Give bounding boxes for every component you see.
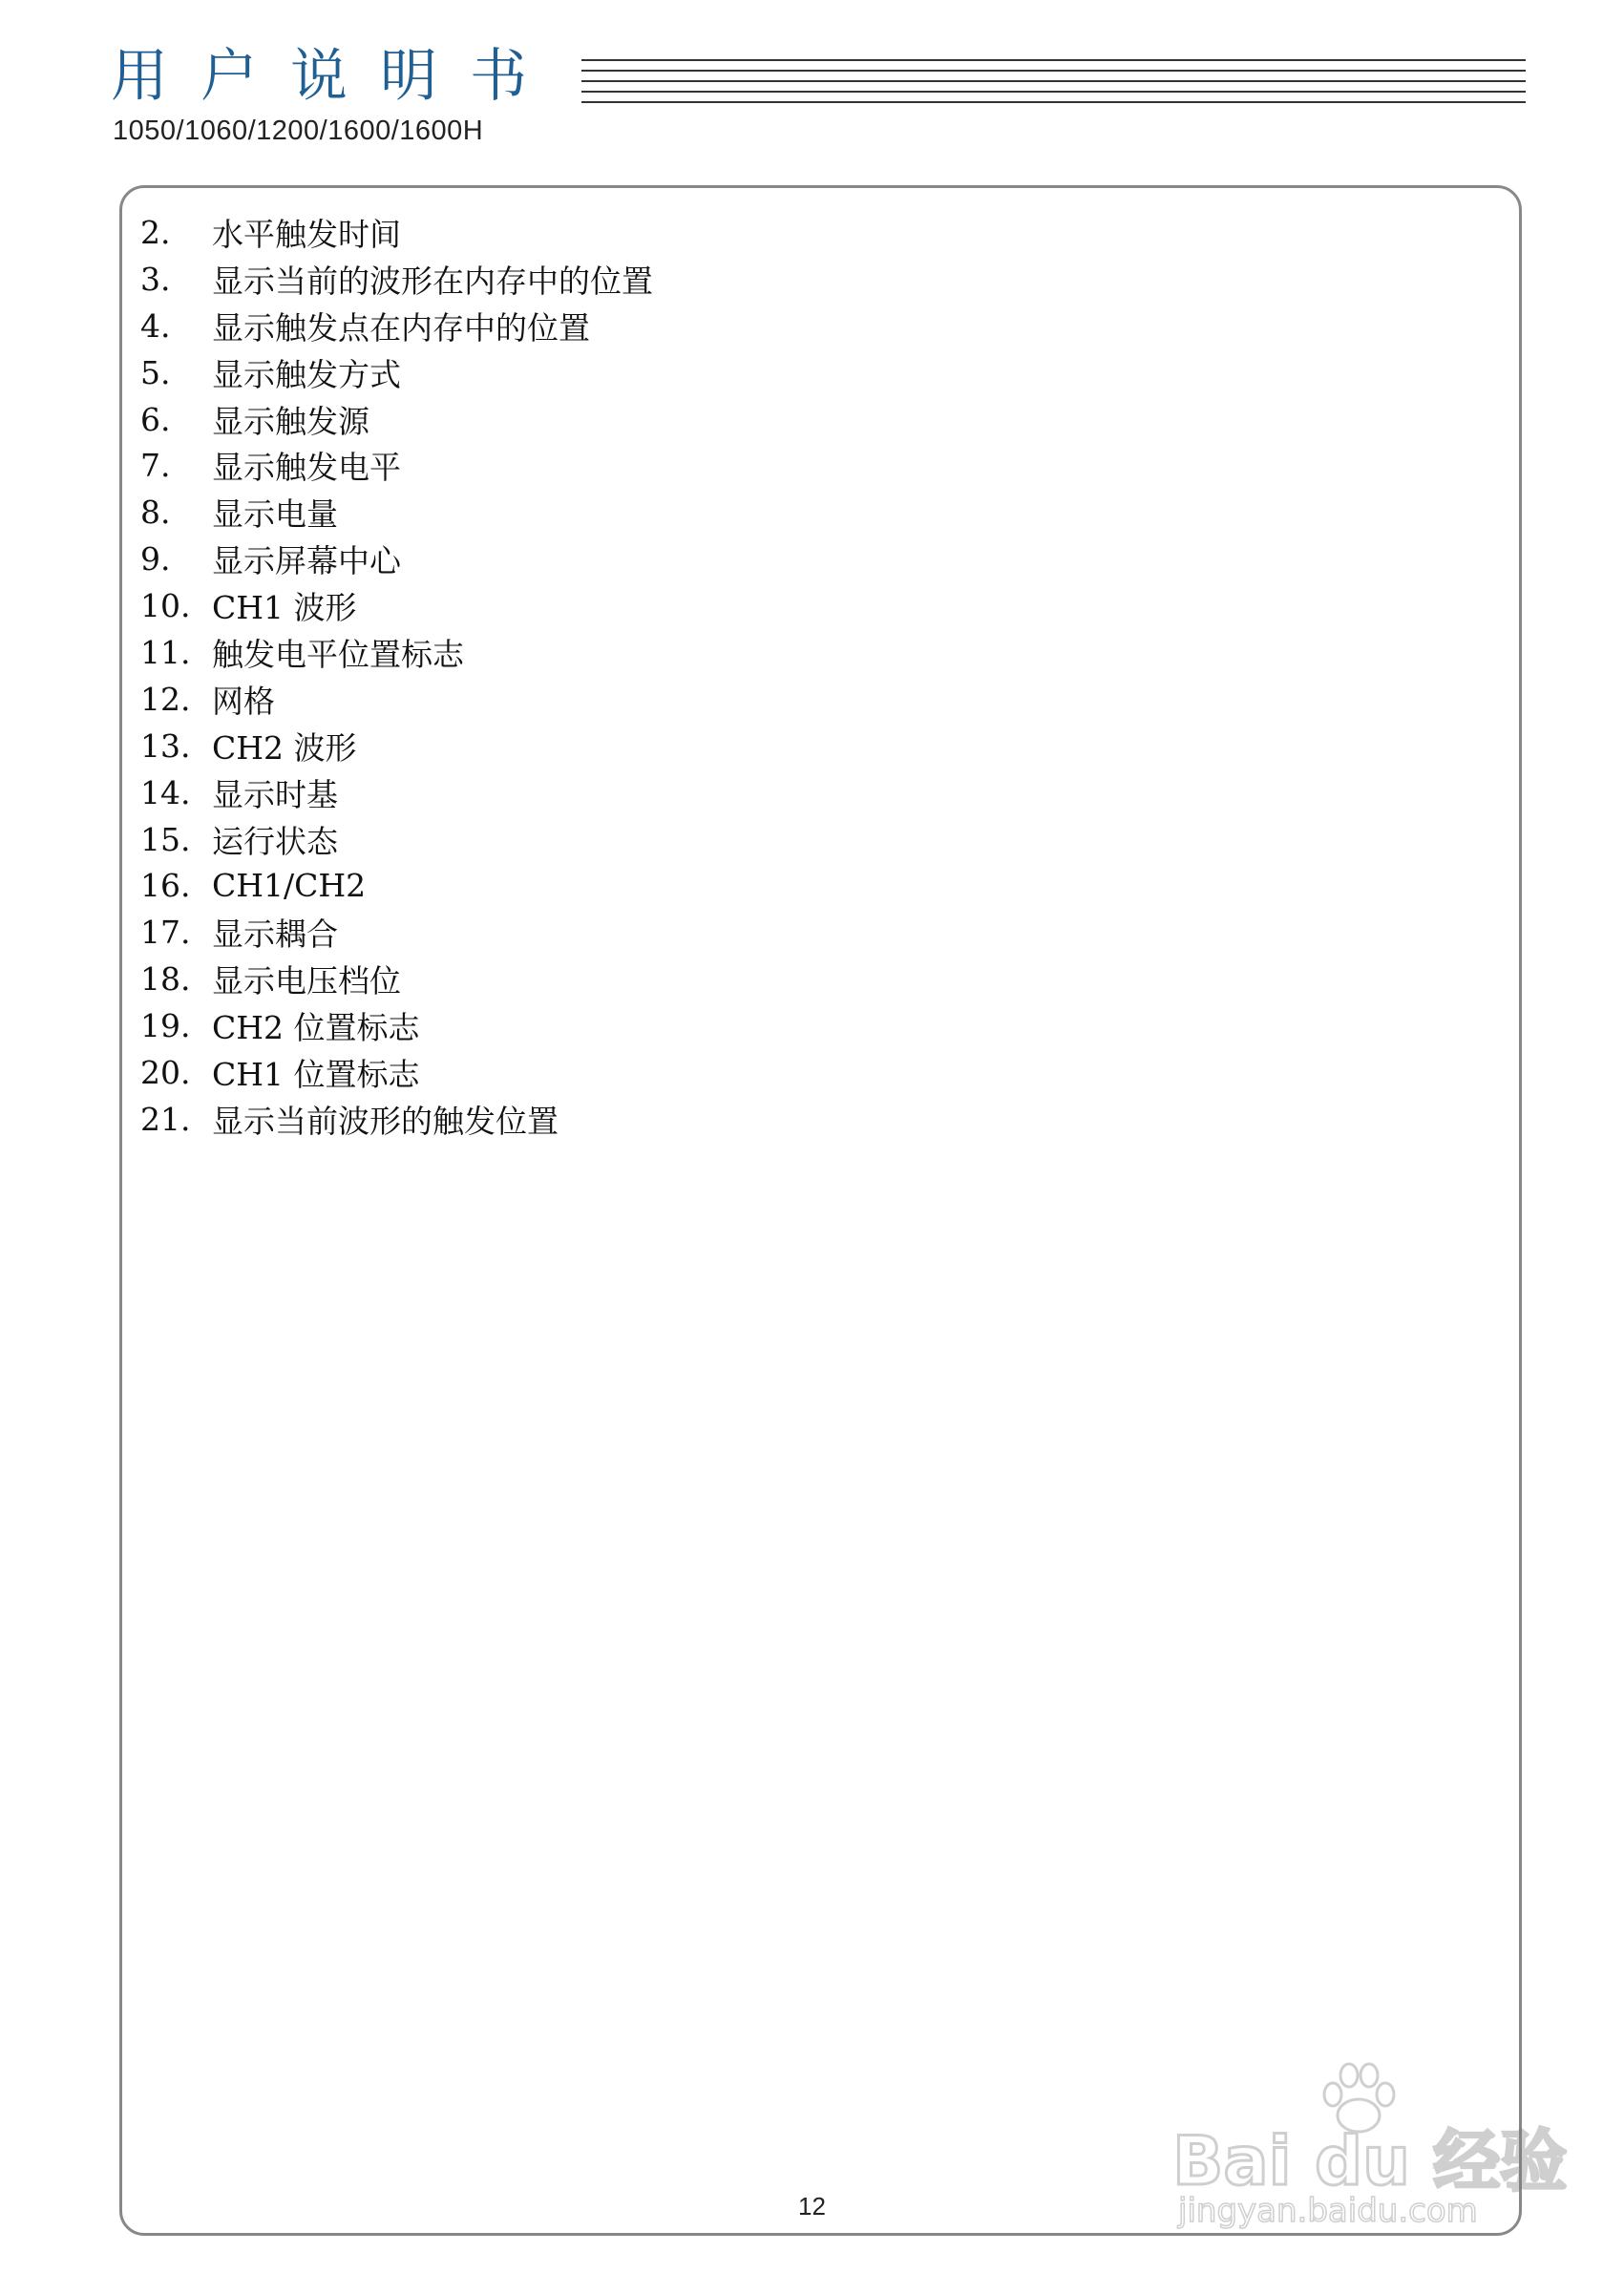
watermark-brand: Bai du 经验 (1172, 2122, 1568, 2200)
item-text: 显示电压档位 (212, 962, 401, 1000)
item-number: 8. (140, 494, 171, 532)
item-text: 显示当前波形的触发位置 (212, 1102, 559, 1140)
item-text: CH2 波形 (212, 728, 357, 767)
item-number: 10. (140, 587, 191, 625)
list-item (140, 489, 653, 536)
item-number: 14. (140, 773, 191, 811)
item-number: 16. (140, 867, 191, 905)
list-item (140, 769, 653, 816)
item-number: 2. (140, 213, 171, 251)
list-item (140, 629, 653, 676)
item-number: 11. (140, 633, 191, 671)
legend-list (140, 209, 653, 1143)
item-number: 20. (140, 1053, 191, 1091)
list-item (140, 256, 653, 303)
list-item (140, 1096, 653, 1143)
list-item (140, 582, 653, 629)
list-item (140, 862, 653, 909)
list-item (140, 676, 653, 723)
header-rule (581, 91, 1526, 93)
page-number: 12 (798, 2192, 826, 2220)
list-item (140, 303, 653, 349)
list-item (140, 396, 653, 443)
item-number: 9. (140, 540, 171, 579)
item-text: 显示触发源 (212, 402, 369, 440)
item-text: 显示触发点在内存中的位置 (212, 308, 590, 347)
item-text: 显示耦合 (212, 916, 338, 954)
item-text: CH1 波形 (212, 589, 357, 627)
item-number: 4. (140, 306, 171, 345)
list-item (140, 442, 653, 489)
item-text: 显示触发方式 (212, 355, 401, 393)
item-text: 运行状态 (212, 822, 338, 860)
item-number: 12. (140, 680, 191, 718)
item-text: 显示屏幕中心 (212, 542, 401, 580)
list-item (140, 956, 653, 1002)
item-text: 显示当前的波形在内存中的位置 (212, 262, 653, 300)
item-text: CH1/CH2 (212, 867, 367, 905)
item-text: 触发电平位置标志 (212, 635, 464, 673)
item-number: 5. (140, 353, 171, 391)
baidu-jingyan-watermark (1172, 2060, 1568, 2251)
item-number: 15. (140, 820, 191, 858)
document-title: 用户说明书 (111, 43, 559, 110)
item-number: 3. (140, 260, 171, 298)
item-number: 13. (140, 726, 191, 765)
item-number: 21. (140, 1100, 191, 1138)
item-number: 6. (140, 400, 171, 438)
item-number: 17. (140, 914, 191, 952)
item-text: 显示触发电平 (212, 449, 401, 487)
list-item (140, 349, 653, 396)
item-text: CH1 位置标志 (212, 1055, 420, 1093)
header-rules (581, 59, 1526, 112)
item-text: 水平触发时间 (212, 215, 401, 253)
list-item (140, 1002, 653, 1049)
list-item (140, 816, 653, 863)
item-text: 显示时基 (212, 775, 338, 813)
item-text: 显示电量 (212, 495, 338, 534)
header-rule (581, 59, 1526, 61)
item-text: CH2 位置标志 (212, 1009, 420, 1047)
list-item (140, 723, 653, 769)
header-rule (581, 101, 1526, 103)
watermark-url: jingyan.baidu.com (1178, 2192, 1478, 2230)
item-number: 18. (140, 960, 191, 999)
item-number: 19. (140, 1007, 191, 1045)
header-rule (581, 70, 1526, 72)
list-item (140, 1049, 653, 1096)
list-item (140, 909, 653, 956)
item-number: 7. (140, 447, 171, 485)
header-rule (581, 80, 1526, 82)
list-item (140, 536, 653, 582)
item-text: 网格 (212, 682, 275, 720)
list-item (140, 209, 653, 256)
model-numbers: 1050/1060/1200/1600/1600H (113, 116, 484, 146)
